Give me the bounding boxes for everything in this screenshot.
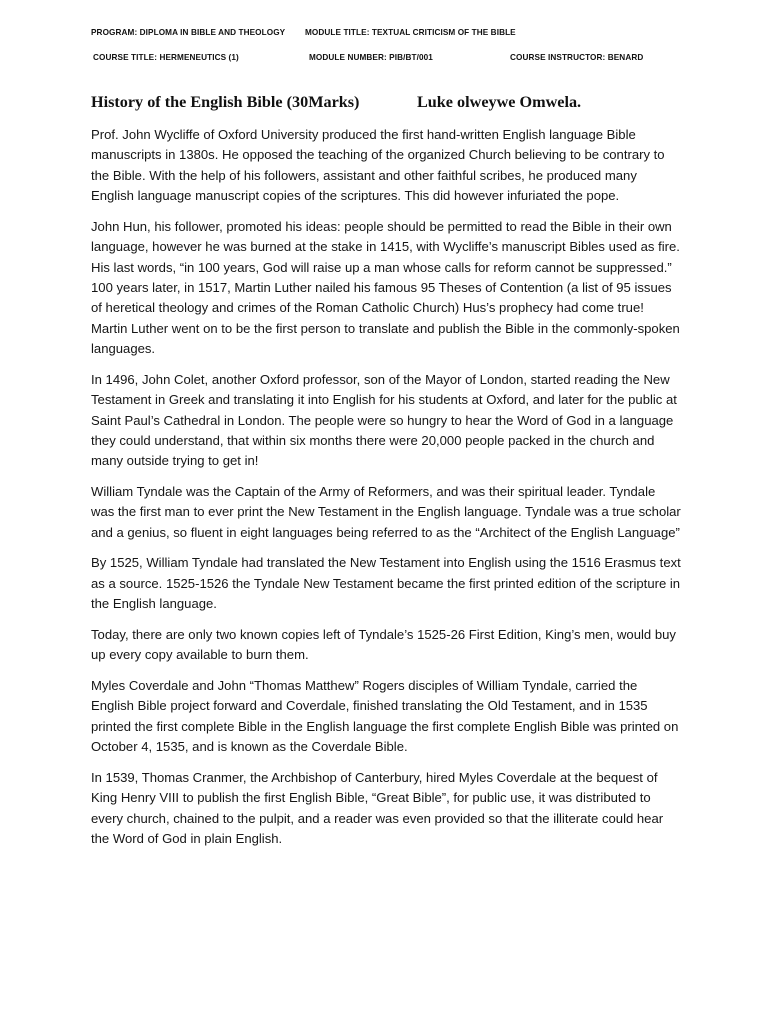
program-label: PROGRAM: DIPLOMA IN BIBLE AND THEOLOGY bbox=[91, 28, 286, 37]
paragraph: By 1525, William Tyndale had translated the New Testament into English using the 1516 Erasmus text as a source. 1525-1526 the Tyndale New Testament became the first printed edition of the scripture in the English language. bbox=[91, 555, 681, 612]
paragraph: Prof. John Wycliffe of Oxford University produced the first hand-written English language Bible manuscripts in 1380s. He opposed the teaching of the organized Church believing to be contrary to the Bible. With the help of his followers, assistant and other faithful scribes, he produced many English language manuscript copies of the scriptures. This did however infuriated the pope. bbox=[91, 127, 665, 204]
paragraph: In 1539, Thomas Cranmer, the Archbishop of Canterbury, hired Myles Coverdale at the bequest of King Henry VIII to publish the first English Bible, “Great Bible”, for public use, it was distributed to every church, chained to the pulpit, and a reader was even provided so that the illiterate could hear the Word of God in plain English. bbox=[91, 769, 664, 846]
module-title-label: MODULE TITLE: TEXTUAL CRITICISM OF THE BIBLE bbox=[305, 28, 516, 37]
header-row-1 bbox=[0, 28, 768, 40]
title-line bbox=[91, 93, 691, 112]
paragraph: In 1496, John Colet, another Oxford professor, son of the Mayor of London, started reading the New Testament in Greek and translating it into English for his students at Oxford, and later for the public at Saint Paul’s Cathedral in London. The people were so hungry to hear the Word of God in a language they could understand, that within six months there were 20,000 people packed in the church and many outside trying to get in! bbox=[91, 371, 677, 469]
paragraph: Myles Coverdale and John “Thomas Matthew” Rogers disciples of William Tyndale, carried the English Bible project forward and Coverdale, finished translating the Old Testament, and in 1535 printed the first complete Bible in the English language the first complete English Bible was printed on October 4, 1535, and is known as the Coverdale Bible. bbox=[91, 677, 679, 755]
module-number-label: MODULE NUMBER: PIB/BT/001 bbox=[309, 53, 433, 62]
course-instructor-label: COURSE INSTRUCTOR: BENARD bbox=[510, 53, 644, 62]
document-title: History of the English Bible (30Marks) bbox=[91, 93, 360, 111]
course-title-label: COURSE TITLE: HERMENEUTICS (1) bbox=[93, 53, 239, 62]
header-row-2 bbox=[0, 53, 768, 65]
document-body bbox=[91, 125, 681, 860]
author-name: Luke olweywe Omwela. bbox=[417, 93, 582, 111]
paragraph: William Tyndale was the Captain of the Army of Reformers, and was their spiritual leader. Tyndale was the first man to ever print the New Testament in the English language. Tyndale was a true scholar and a genius, so fluent in eight languages being referred to as the “Architect of the English Language” bbox=[91, 484, 681, 540]
paragraph: John Hun, his follower, promoted his ideas: people should be permitted to read the Bible in their own language, however he was burned at the stake in 1415, with Wycliffe’s manuscript Bibles used as fire. His last words, “in 100 years, God will raise up a man whose calls for reform cannot be suppressed.” 100 years later, in 1517, Martin Luther nailed his famous 95 Theses of Contention (a list of 95 issues of heretical theology and crimes of the Roman Catholic Church) Hus’s prophecy had come true! Martin Luther went on to be the first person to translate and publish the Bible in the commonly-spoken languages. bbox=[91, 218, 680, 357]
paragraph: Today, there are only two known copies left of Tyndale’s 1525-26 First Edition, King’s men, would buy up every copy available to burn them. bbox=[91, 626, 676, 663]
